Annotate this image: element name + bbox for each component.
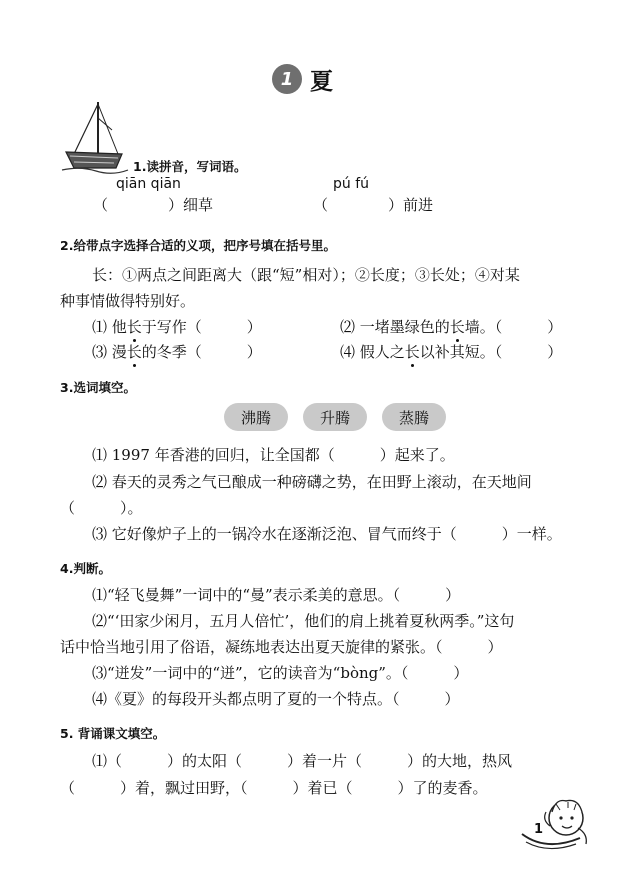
q4-statement-2a: ⑵“‘田家少闲月，五月人倍忙’，他们的肩上挑着夏秋两季。”这句	[92, 612, 515, 630]
q5-heading: 5. 背诵课文填空。	[60, 726, 166, 741]
sailboat-icon	[60, 96, 130, 176]
page-number: 1	[534, 822, 544, 837]
q3-sentence-2a: ⑵ 春天的灵秀之气已酿成一种磅礴之势，在田野上滚动，在天地间	[92, 473, 532, 491]
q1-pinyin-b: pú fú	[333, 176, 370, 192]
q4-statement-3[interactable]: ⑶“迸发”一词中的“迸”，它的读音为“bòng”。（ ）	[92, 664, 469, 682]
q2-item-4-dotted-char: 长	[404, 343, 420, 361]
q2-definition-line1: 长：①两点之间距离大（跟“短”相对）；②长度；③长处；④对某	[92, 266, 520, 284]
q1-blank-a[interactable]: （ ）细草	[93, 196, 214, 214]
q2-item-3-dotted-char: 长	[126, 343, 142, 361]
q2-item-3[interactable]	[92, 341, 262, 362]
q2-item-2-post: 墙。（ ）	[464, 318, 563, 336]
lesson-title	[272, 62, 333, 96]
mascot-icon	[516, 790, 596, 854]
q2-item-1-post: 于写作（ ）	[141, 318, 262, 336]
q3-heading: 3.选词填空。	[60, 380, 136, 395]
word-option-3: 蒸腾	[382, 403, 446, 431]
word-option-1: 沸腾	[224, 403, 288, 431]
lesson-number-badge: 1	[272, 64, 302, 94]
q2-item-2[interactable]	[340, 316, 562, 337]
q2-item-2-pre: ⑵ 一堵墨绿色的	[340, 318, 450, 336]
q5-line-1[interactable]: ⑴（ ）的太阳（ ）着一片（ ）的大地，热风	[92, 752, 513, 770]
q2-item-3-post: 的冬季（ ）	[141, 343, 262, 361]
q2-item-1[interactable]	[92, 316, 262, 337]
q3-sentence-1[interactable]: ⑴ 1997 年香港的回归，让全国都（ ）起来了。	[92, 446, 455, 464]
q2-item-1-dotted-char: 长	[126, 318, 142, 336]
q1-pinyin-a: qiān qiān	[116, 176, 181, 192]
lesson-title-text: 夏	[310, 68, 333, 95]
q3-sentence-3[interactable]: ⑶ 它好像炉子上的一锅冷水在逐渐泛泡、冒气而终于（ ）一样。	[92, 525, 562, 543]
q4-statement-1[interactable]: ⑴“轻飞曼舞”一词中的“曼”表示柔美的意思。（ ）	[92, 586, 461, 604]
q4-heading: 4.判断。	[60, 561, 111, 576]
q2-heading: 2.给带点字选择合适的义项，把序号填在括号里。	[60, 238, 336, 253]
q5-line-2[interactable]: （ ）着，飘过田野，（ ）着已（ ）了的麦香。	[60, 779, 488, 797]
q2-definition-line2: 种事情做得特别好。	[60, 292, 196, 310]
word-option-2: 升腾	[303, 403, 367, 431]
q2-item-1-pre: ⑴ 他	[92, 318, 127, 336]
q2-item-4-post: 以补其短。（ ）	[419, 343, 563, 361]
q2-item-3-pre: ⑶ 漫	[92, 343, 127, 361]
q2-item-4[interactable]	[340, 341, 562, 362]
q2-item-2-dotted-char: 长	[449, 318, 465, 336]
q3-sentence-2b[interactable]: （ ）。	[60, 499, 143, 517]
q1-blank-b[interactable]: （ ）前进	[313, 196, 434, 214]
q1-heading: 1.读拼音，写词语。	[133, 159, 247, 174]
q2-item-4-pre: ⑷ 假人之	[340, 343, 405, 361]
q4-statement-4[interactable]: ⑷《夏》的每段开头都点明了夏的一个特点。（ ）	[92, 690, 460, 708]
q4-statement-2b[interactable]: 话中恰当地引用了俗语，凝练地表达出夏天旋律的紧张。（ ）	[60, 638, 503, 656]
